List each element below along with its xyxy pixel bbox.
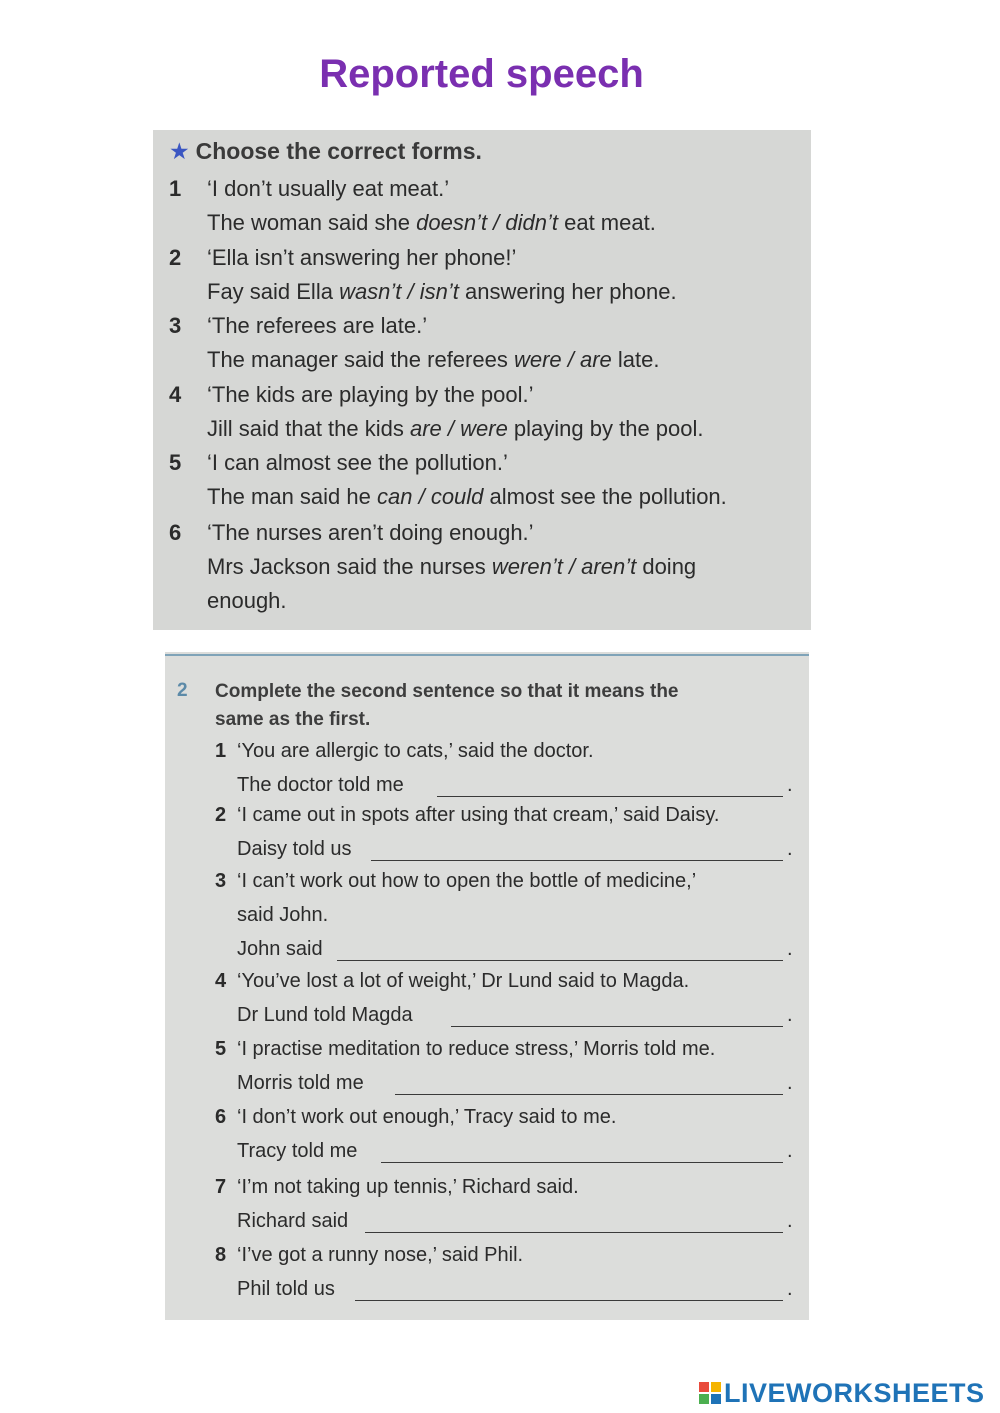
heading-line-2: same as the first. (215, 709, 371, 730)
item-number: 2 (169, 245, 182, 270)
item-number: 7 (215, 1176, 227, 1198)
item-number: 2 (215, 804, 227, 826)
item-sentence (207, 484, 727, 510)
exercise-2-photo (165, 652, 809, 1320)
sentence-end: almost see the pollution. (483, 484, 727, 509)
sentence-end: eat meat. (558, 210, 656, 235)
sentence-end: answering her phone. (458, 279, 677, 304)
item-quote: ‘I practise meditation to reduce stress,’ Morris told me. (237, 1038, 716, 1060)
item-number: 6 (215, 1106, 227, 1128)
option-separator: / (562, 554, 582, 579)
end-mark: . (787, 774, 793, 796)
item-quote: ‘I don’t usually eat meat.’ (207, 176, 450, 201)
answer-blank[interactable] (381, 1162, 783, 1163)
answer-stem: Daisy told us (237, 838, 352, 860)
option-1[interactable]: wasn’t (339, 279, 402, 304)
end-mark: . (787, 1210, 793, 1232)
logo-text: LIVEWORKSHEETS (724, 1377, 985, 1408)
sentence-start: Fay said Ella (207, 279, 340, 304)
option-separator: / (412, 484, 431, 509)
option-separator: / (487, 210, 506, 235)
sentence-end: late. (611, 347, 660, 372)
item-quote: ‘I can almost see the pollution.’ (207, 450, 508, 475)
end-mark: . (787, 1072, 793, 1094)
item-number: 3 (215, 870, 227, 892)
option-2[interactable]: were (460, 416, 508, 441)
item-number: 1 (169, 176, 182, 201)
item-number: 8 (215, 1244, 227, 1266)
item-quote: ‘I’ve got a runny nose,’ said Phil. (237, 1244, 524, 1266)
option-separator: / (441, 416, 461, 441)
sentence-start: Mrs Jackson said the nurses (207, 554, 492, 579)
option-1[interactable]: are (409, 416, 442, 441)
exercise-1-photo (153, 130, 811, 630)
item-quote: ‘You are allergic to cats,’ said the doctor. (237, 740, 594, 762)
end-mark: . (787, 838, 793, 860)
option-1[interactable]: can (376, 484, 413, 509)
answer-stem: Tracy told me (237, 1140, 358, 1162)
end-mark: . (787, 1004, 793, 1026)
answer-stem: Dr Lund told Magda (237, 1004, 413, 1026)
option-2[interactable]: isn’t (419, 279, 459, 304)
item-quote: ‘I don’t work out enough,’ Tracy said to me. (237, 1106, 617, 1128)
item-quote: ‘The referees are late.’ (207, 313, 428, 338)
item-sentence (207, 347, 659, 373)
answer-blank[interactable] (395, 1094, 783, 1095)
top-rule (165, 654, 809, 656)
answer-blank[interactable] (451, 1026, 783, 1027)
option-separator: / (561, 347, 580, 372)
end-mark: . (787, 1278, 793, 1300)
answer-stem: Phil told us (237, 1278, 335, 1300)
answer-stem: The doctor told me (237, 774, 404, 796)
answer-stem: Richard said (237, 1210, 349, 1232)
option-1[interactable]: weren’t (491, 554, 563, 579)
option-2[interactable]: could (430, 484, 484, 509)
option-2[interactable]: aren’t (581, 554, 637, 579)
item-sentence (207, 416, 704, 442)
sentence-end: playing by the pool. (507, 416, 704, 441)
sentence-end: doing (636, 554, 697, 579)
sentence-continuation: enough. (207, 588, 287, 613)
answer-blank[interactable] (371, 860, 783, 861)
item-number: 3 (169, 313, 182, 338)
item-number: 6 (169, 520, 182, 545)
exercise-2-heading (215, 678, 785, 734)
page-title: Reported speech (319, 52, 644, 96)
end-mark: . (787, 1140, 793, 1162)
item-quote: ‘I’m not taking up tennis,’ Richard said. (237, 1176, 579, 1198)
option-1[interactable]: were (513, 347, 562, 372)
item-quote: ‘I can’t work out how to open the bottle of medicine,’ (237, 870, 697, 892)
item-number: 5 (215, 1038, 227, 1060)
option-1[interactable]: doesn’t (416, 210, 488, 235)
star-icon: ★ (169, 138, 190, 164)
item-quote: ‘The nurses aren’t doing enough.’ (207, 520, 534, 545)
option-separator: / (401, 279, 420, 304)
option-2[interactable]: are (579, 347, 612, 372)
item-quote: ‘The kids are playing by the pool.’ (207, 382, 534, 407)
option-2[interactable]: didn’t (505, 210, 558, 235)
item-quote: ‘You’ve lost a lot of weight,’ Dr Lund said to Magda. (237, 970, 690, 992)
answer-stem: Morris told me (237, 1072, 364, 1094)
exercise-1-heading (169, 138, 482, 165)
exercise-1-heading-text: Choose the correct forms. (195, 138, 482, 164)
sentence-start: The man said he (207, 484, 377, 509)
answer-stem: John said (237, 938, 323, 960)
item-sentence (207, 279, 677, 305)
answer-blank[interactable] (355, 1300, 783, 1301)
sentence-start: The woman said she (207, 210, 417, 235)
sentence-start: The manager said the referees (207, 347, 514, 372)
item-number: 4 (169, 382, 182, 407)
answer-blank[interactable] (437, 796, 783, 797)
answer-blank[interactable] (365, 1232, 783, 1233)
item-quote: ‘Ella isn’t answering her phone!’ (207, 245, 517, 270)
item-number: 1 (215, 740, 227, 762)
item-sentence (207, 210, 656, 236)
liveworksheets-logo[interactable] (698, 1376, 985, 1410)
exercise-2-number: 2 (177, 680, 188, 701)
item-sentence (207, 554, 696, 580)
heading-line-1: Complete the second sentence so that it means the (215, 681, 679, 702)
logo-grid-icon (698, 1381, 722, 1405)
answer-blank[interactable] (337, 960, 783, 961)
sentence-start: Jill said that the kids (207, 416, 410, 441)
end-mark: . (787, 938, 793, 960)
item-quote: ‘I came out in spots after using that cream,’ said Daisy. (237, 804, 720, 826)
item-number: 5 (169, 450, 182, 475)
item-number: 4 (215, 970, 227, 992)
item-quote-continuation: said John. (237, 904, 329, 926)
